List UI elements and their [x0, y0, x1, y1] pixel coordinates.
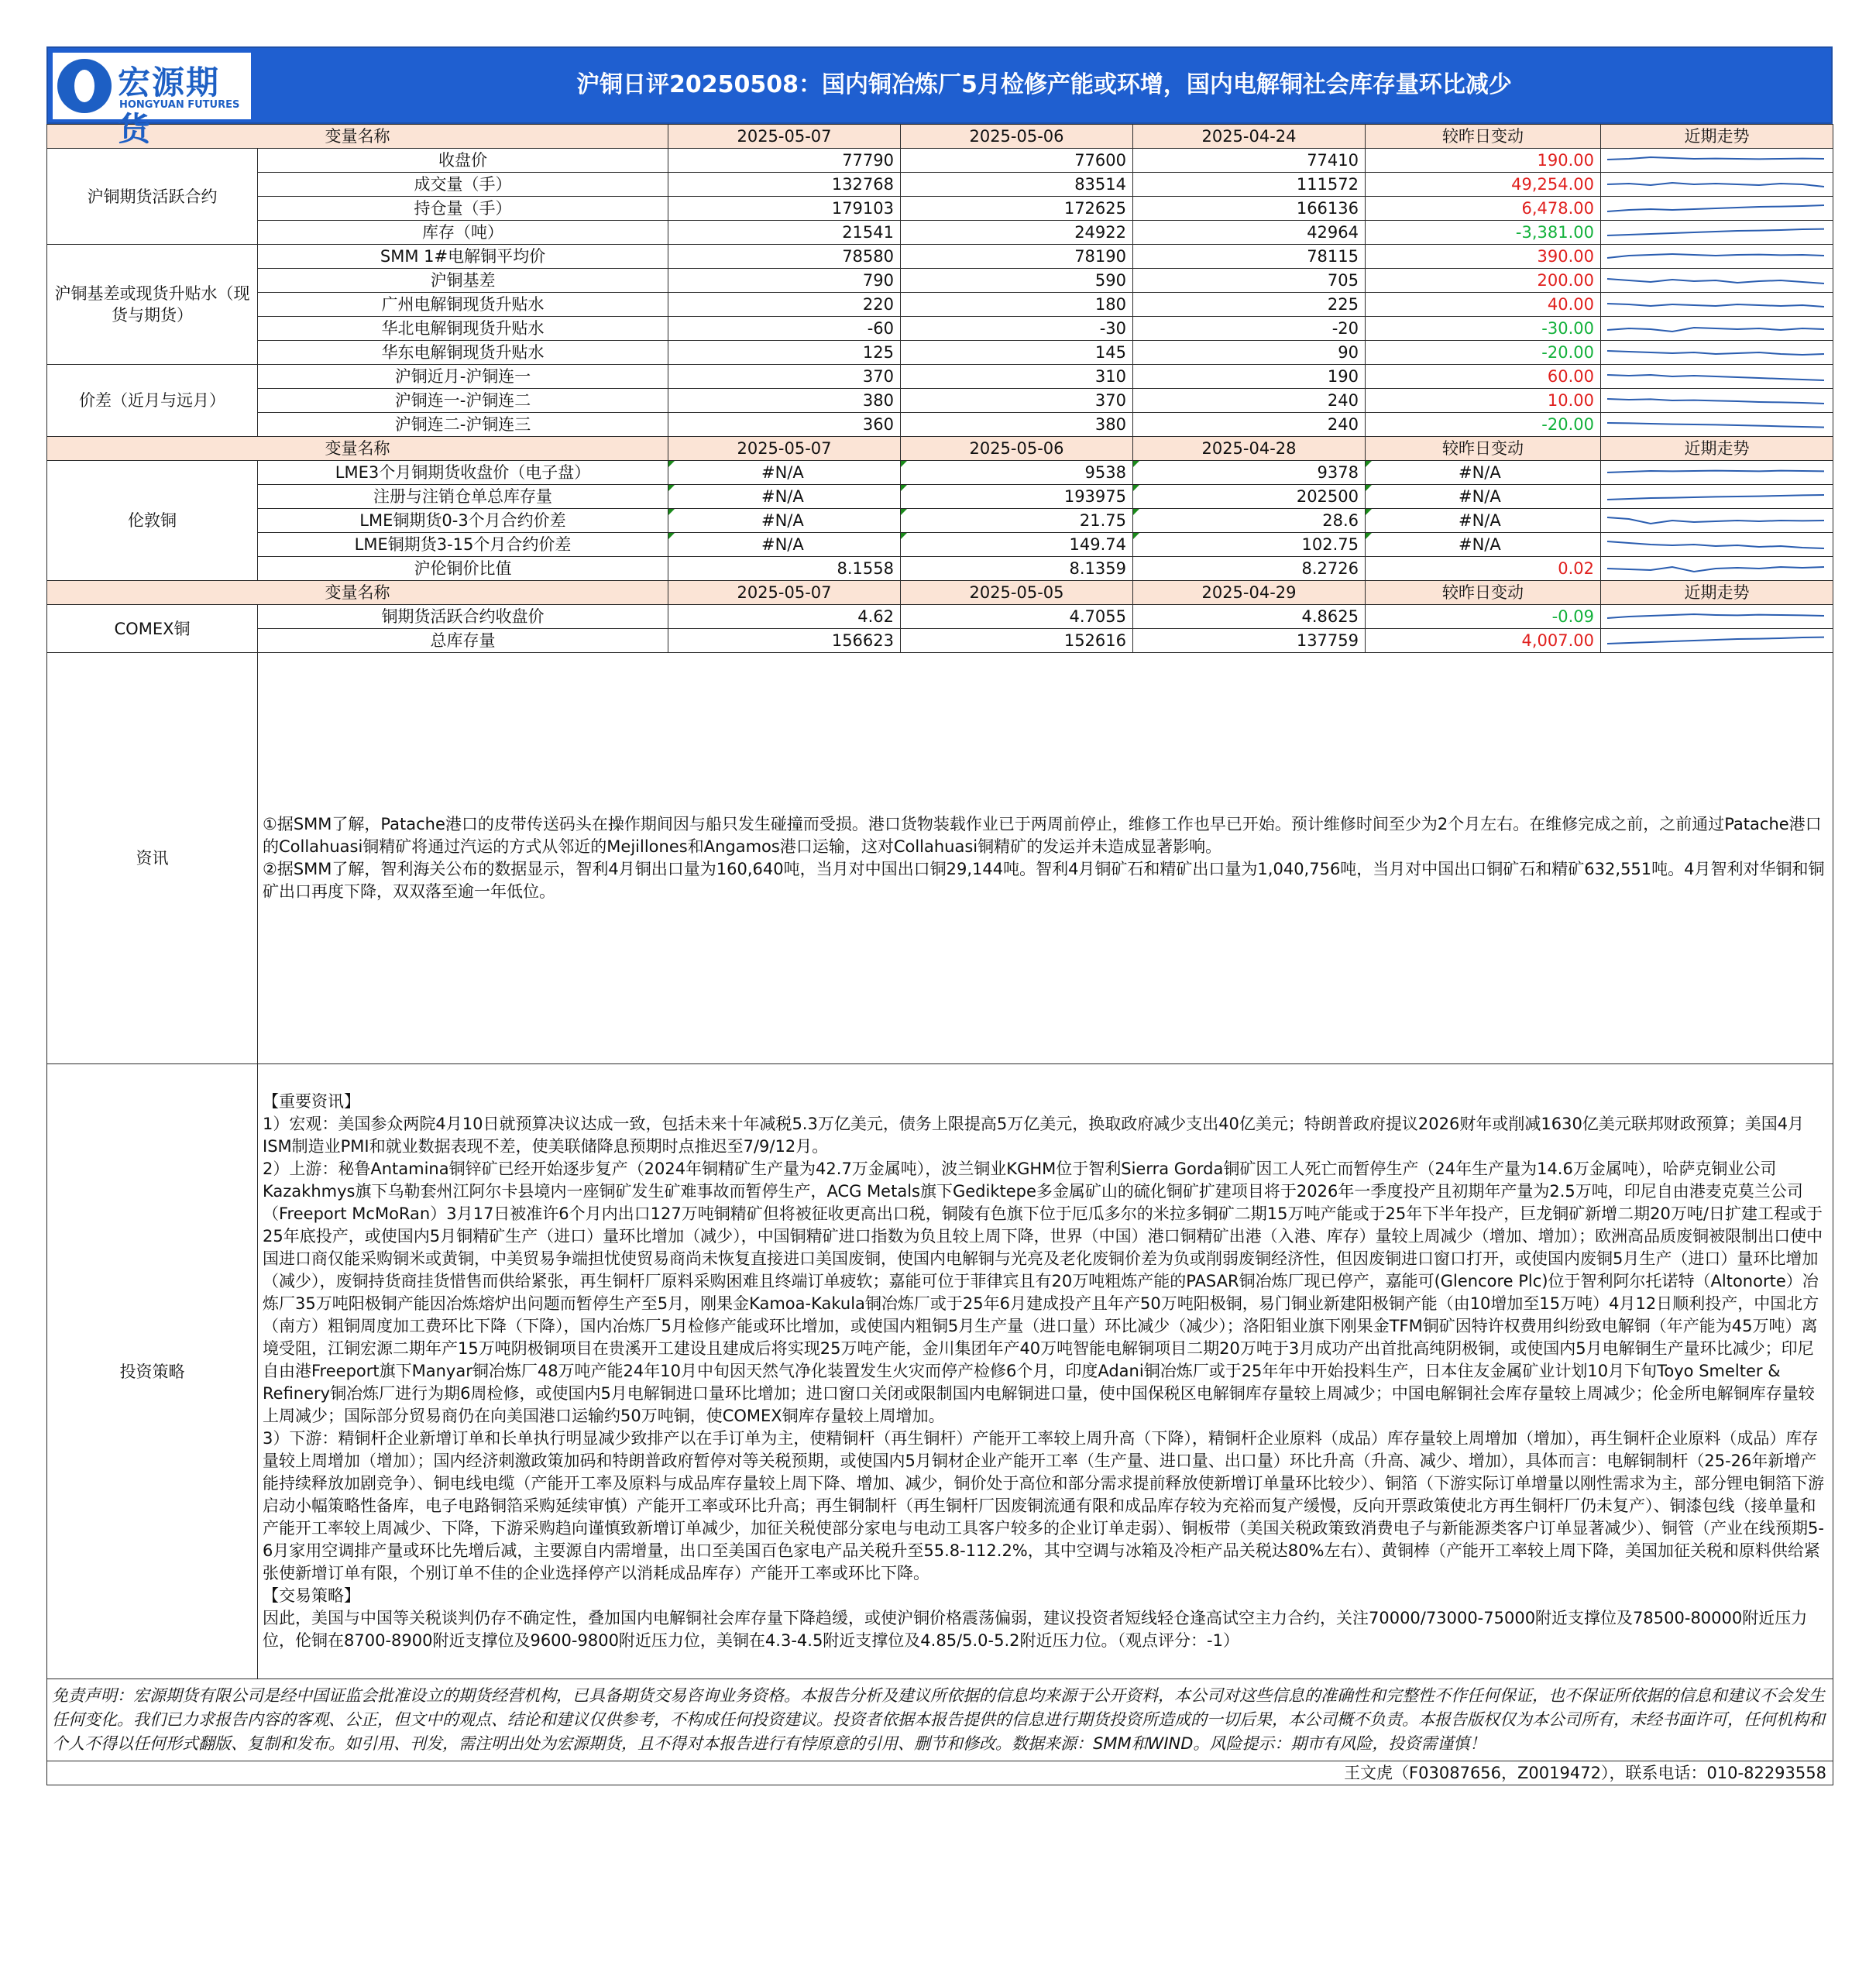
sparkline-path [1607, 279, 1824, 283]
row-trend [1601, 269, 1833, 293]
row-name: 广州电解铜现货升贴水 [258, 293, 668, 317]
row-trend [1601, 365, 1833, 389]
row-name: LME3个月铜期货收盘价（电子盘） [258, 461, 668, 485]
row-change: -3,381.00 [1366, 221, 1601, 245]
row-value-v1: 125 [668, 341, 901, 365]
row-value-v2: 152616 [901, 629, 1133, 653]
row-value-v1: 21541 [668, 221, 901, 245]
row-trend [1601, 245, 1833, 269]
disclaimer-row [47, 1679, 1833, 1761]
sparkline-chart [1604, 607, 1827, 626]
row-value-v3: 705 [1133, 269, 1366, 293]
row-value-v2: 9538 [901, 461, 1133, 485]
group-label: 沪铜基差或现货升贴水（现货与期货） [47, 245, 258, 365]
row-change: -20.00 [1366, 341, 1601, 365]
news-label: 资讯 [47, 653, 258, 1064]
row-value-v1: 156623 [668, 629, 901, 653]
sparkline-chart [1604, 511, 1827, 530]
header-trend: 近期走势 [1601, 125, 1833, 149]
table-row [47, 197, 1833, 221]
row-value-v3: 4.8625 [1133, 605, 1366, 629]
row-value-v2: 310 [901, 365, 1133, 389]
header-variable-name: 变量名称 [47, 437, 668, 461]
row-name: 注册与注销仓单总库存量 [258, 485, 668, 509]
row-value-v1: 360 [668, 413, 901, 437]
row-value-v3: 8.2726 [1133, 557, 1366, 581]
row-value-v3: 240 [1133, 413, 1366, 437]
news-item-2: ②据SMM了解，智利海关公布的数据显示，智利4月铜出口量为160,640吨，当月对中国出口铜29,144吨。智利4月铜矿石和精矿出口量为1,040,756吨，当月对中国出口铜矿石和精矿632,551吨。4月智利对华铜和铜矿出口再度下降，双双落至逾一年低位。 [263, 860, 1825, 901]
row-value-v2: 21.75 [901, 509, 1133, 533]
table-row [47, 461, 1833, 485]
row-change: -0.09 [1366, 605, 1601, 629]
sparkline-path [1607, 304, 1824, 307]
sparkline-path [1607, 541, 1824, 548]
row-value-v2: 4.7055 [901, 605, 1133, 629]
row-value-v2: 180 [901, 293, 1133, 317]
header-d2: 2025-05-06 [901, 437, 1133, 461]
sparkline-chart [1604, 391, 1827, 410]
row-value-v1: 132768 [668, 173, 901, 197]
row-value-v3: 42964 [1133, 221, 1366, 245]
row-value-v2: 8.1359 [901, 557, 1133, 581]
sparkline-chart [1604, 295, 1827, 314]
sparkline-chart [1604, 367, 1827, 386]
row-change: 40.00 [1366, 293, 1601, 317]
header-d2: 2025-05-05 [901, 581, 1133, 605]
row-value-v3: 166136 [1133, 197, 1366, 221]
row-value-v1: 77790 [668, 149, 901, 173]
row-name: 沪铜近月-沪铜连一 [258, 365, 668, 389]
row-value-v1: 8.1558 [668, 557, 901, 581]
row-name: LME铜期货0-3个月合约价差 [258, 509, 668, 533]
logo-mark-icon [57, 59, 112, 113]
row-change: -20.00 [1366, 413, 1601, 437]
row-value-v2: 78190 [901, 245, 1133, 269]
sparkline-path [1607, 351, 1824, 355]
row-change: 0.02 [1366, 557, 1601, 581]
row-change: #N/A [1366, 533, 1601, 557]
row-value-v1: #N/A [668, 509, 901, 533]
row-trend [1601, 221, 1833, 245]
strategy-label: 投资策略 [47, 1064, 258, 1679]
sparkline-chart [1604, 343, 1827, 362]
table-row [47, 389, 1833, 413]
analyst-signature: 王文虎（F03087656，Z0019472），联系电话：010-82293558 [47, 1761, 1833, 1785]
row-value-v1: #N/A [668, 461, 901, 485]
sparkline-chart [1604, 535, 1827, 554]
row-name: 沪铜连二-沪铜连三 [258, 413, 668, 437]
row-name: 收盘价 [258, 149, 668, 173]
row-value-v2: 193975 [901, 485, 1133, 509]
row-value-v1: 220 [668, 293, 901, 317]
header-chg: 较昨日变动 [1366, 581, 1601, 605]
sparkline-path [1607, 471, 1824, 472]
row-name: 持仓量（手） [258, 197, 668, 221]
sparkline-path [1607, 423, 1824, 428]
row-trend [1601, 485, 1833, 509]
row-change: -30.00 [1366, 317, 1601, 341]
header-variable-name: 变量名称 [47, 581, 668, 605]
report-sheet [46, 46, 1833, 1785]
table-row [47, 509, 1833, 533]
sparkline-chart [1604, 415, 1827, 434]
table-row [47, 365, 1833, 389]
row-value-v1: 790 [668, 269, 901, 293]
row-change: #N/A [1366, 485, 1601, 509]
data-table [46, 124, 1833, 1785]
sparkline-path [1607, 254, 1824, 258]
strategy-downstream: 3）下游：精铜杆企业新增订单和长单执行明显减少致排产以在手订单为主，使精铜杆（再生铜杆）产能开工率较上周升高（下降），精铜杆企业原料（成品）库存量较上周增加（增加），再生铜杆企业原料（成品）库存量较上周增加（增加）；国内经济刺激政策加码和特朗普政府暂停对等关税预期，或使国内5月铜材企业产能开工率（生产量、进口量、出口量）环比升高（升高、减少、增加），具体而言：电解铜制杆（25-26年新增产能持续释放加剧竞争）、铜电线电缆（产能开工率及原料与成品库存量较上周下降、增加、减少，铜价处于高位和部分需求提前释放使新增订单量环比较少）、铜箔（下游实际订单增量以刚性需求为主，部分锂电铜箔下游启动小幅策略性备库，电子电路铜箔采购延续审慎）产能开工率或环比升高；再生铜制杆（再生铜杆厂因废铜流通有限和成品库存较为充裕而复产缓慢，反向开票政策使北方再生铜杆厂仍未复产）、铜漆包线（接单量和产能开工率较上周减少、下降，下游采购趋向谨慎致新增订单减少，加征关税使部分家电与电动工具客户较多的企业订单走弱）、铜板带（美国关税政策致消费电子与新能源类客户订单显著减少）、铜管（产业在线预期5-6月家用空调排产量或环比先增后减，主要源自内需增量，出口至美国百色家电产品关税升至55.8-112.2%，其中空调与冰箱及冷柜产品关税达80%左右）、黄铜棒（产能开工率较上周下降，美国加征关税和原料供给紧张使新增订单有限，个别订单不佳的企业选择停产以消耗成品库存）产能开工率或环比下降。 [263, 1429, 1824, 1582]
table-row [47, 485, 1833, 509]
table-row [47, 341, 1833, 365]
header-chg: 较昨日变动 [1366, 437, 1601, 461]
sparkline-path [1607, 495, 1824, 500]
table-row [47, 533, 1833, 557]
sparkline-chart [1604, 487, 1827, 506]
company-logo [53, 53, 251, 148]
row-value-v3: 190 [1133, 365, 1366, 389]
row-value-v2: 590 [901, 269, 1133, 293]
header-d3: 2025-04-24 [1133, 125, 1366, 149]
sparkline-path [1607, 637, 1824, 644]
sparkline-chart [1604, 463, 1827, 482]
row-value-v3: 111572 [1133, 173, 1366, 197]
sparkline-chart [1604, 223, 1827, 242]
header-d1: 2025-05-07 [668, 125, 901, 149]
row-trend [1601, 629, 1833, 653]
row-name: 沪铜连一-沪铜连二 [258, 389, 668, 413]
row-value-v1: #N/A [668, 485, 901, 509]
logo-en-text: HONGYUAN FUTURES [119, 99, 240, 111]
row-name: SMM 1#电解铜平均价 [258, 245, 668, 269]
sparkline-path [1607, 328, 1824, 332]
news-item-1: ①据SMM了解，Patache港口的皮带传送码头在操作期间因与船只发生碰撞而受损。港口货物装载作业已于两周前停止，维修工作也早已开始。预计维修时间至少为2个月左右。在维修完成之前，之前通过Patache港口的Collahuasi铜精矿将通过汽运的方式从邻近的Mejillones和Angamos港口运输，这对Collahuasi铜精矿的发运并未造成显著影响。 [263, 815, 1822, 856]
row-name: 铜期货活跃合约收盘价 [258, 605, 668, 629]
group-label: COMEX铜 [47, 605, 258, 653]
header-d3: 2025-04-28 [1133, 437, 1366, 461]
strategy-macro: 1）宏观：美国参众两院4月10日就预算决议达成一致，包括未来十年减税5.3万亿美元，债务上限提高5万亿美元，换取政府减少支出40亿美元；特朗普政府提议2026财年或削减1630亿美元联邦财政预算；美国4月ISM制造业PMI和就业数据表现不差，使美联储降息预期时点推迟至7/9/12月。 [263, 1115, 1805, 1156]
row-value-v1: 78580 [668, 245, 901, 269]
row-value-v3: 240 [1133, 389, 1366, 413]
sparkline-path [1607, 157, 1824, 160]
group-label: 伦敦铜 [47, 461, 258, 581]
row-value-v3: 225 [1133, 293, 1366, 317]
row-trend [1601, 173, 1833, 197]
row-value-v3: 137759 [1133, 629, 1366, 653]
row-change: 49,254.00 [1366, 173, 1601, 197]
row-trend [1601, 197, 1833, 221]
row-value-v2: 77600 [901, 149, 1133, 173]
row-value-v3: 9378 [1133, 461, 1366, 485]
header-d1: 2025-05-07 [668, 581, 901, 605]
row-value-v1: 370 [668, 365, 901, 389]
row-value-v2: 380 [901, 413, 1133, 437]
row-value-v2: -30 [901, 317, 1133, 341]
table-row [47, 245, 1833, 269]
row-trend [1601, 317, 1833, 341]
news-content [258, 653, 1833, 1064]
row-value-v2: 24922 [901, 221, 1133, 245]
news-row [47, 653, 1833, 1064]
strategy-upstream: 2）上游：秘鲁Antamina铜锌矿已经开始逐步复产（2024年铜精矿生产量为42.7万金属吨），波兰铜业KGHM位于智利Sierra Gorda铜矿因工人死亡而暂停生产（24年生产量为14.6万金属吨），哈萨克铜业公司Kazakhmys旗下乌勒套州江阿尔卡县境内一座铜矿发生矿难事故而暂停生产，ACG Metals旗下Gediktepe多金属矿山的硫化铜矿扩建项目将于2026年一季度投产且初期年产量为2.5万吨，印尼自由港麦克莫兰公司（Freeport McMoRan）3月17日被准许6个月内出口127万吨铜精矿但将被征收更高出口税，铜陵有色旗下位于厄瓜多尔的米拉多铜矿二期15万吨产能或于25年下半年投产，巨龙铜矿新增二期20万吨/日扩建工程或于25年底投产，或使国内5月铜精矿生产（进口）量环比增加（减少），中国铜精矿进口指数为负且较上周下降，世界（中国）港口铜精矿出港（入港、库存）量较上周减少（增加、增加）；欧洲高品质废铜被限制出口使中国进口商仅能采购铜米或黄铜，中美贸易争端担忧使贸易商尚未恢复直接进口美国废铜，使国内电解铜与光亮及老化废铜价差为负或削弱废铜经济性，但因废铜进口窗口打开，或使国内废铜5月生产（进口）量环比增加（减少），废铜持货商挂货惜售而供给紧张，再生铜杆厂原料采购困难且终端订单疲软；嘉能可位于菲律宾且有20万吨粗炼产能的PASAR铜冶炼厂现已停产，嘉能可(Glencore Plc)位于智利阿尔托诺特（Altonorte）冶炼厂35万吨阳极铜产能因冶炼熔炉出问题而暂停生产至5月，刚果金Kamoa-Kakula铜冶炼厂或于25年6月建成投产且年产50万吨阳极铜，易门铜业新建阳极铜产能（由10增加至15万吨）4月12日顺利投产，中国北方（南方）粗铜周度加工费环比下降（下降），国内冶炼厂5月检修产能或环比增加，或使国内粗铜5月生产量（进口量）环比减少（减少）；洛阳钼业旗下刚果金TFM铜矿因特许权费用纠纷致电解铜（年产能为45万吨）离境受阻，江铜宏源二期年产15万吨阴极铜项目在贵溪开工建设且建成后将实现25万吨产能，金川集团年产40万吨智能电解铜项目二期20万吨于3月成功产出首批高纯阴极铜，或使国内5月电解铜生产量环比减少；印尼自由港Freeport旗下Manyar铜冶炼厂48万吨产能24年10月中旬因天然气净化装置发生火灾而停产检修6个月，印度Adani铜冶炼厂或于25年年中开始投料生产，日本住友金属矿业计划10月下旬Toyo Smelter & Refinery铜冶炼厂进行为期6周检修，或使国内5月电解铜进口量环比增加；进口窗口关闭或限制国内电解铜进口量，使中国保税区电解铜库存量较上周减少；中国电解铜社会库存量较上周减少；伦金所电解铜库存量较上周减少；国际部分贸易商仍在向美国港口运输约50万吨铜，使COMEX铜库存量较上周增加。 [263, 1160, 1823, 1425]
row-change: 390.00 [1366, 245, 1601, 269]
strategy-trade: 因此，美国与中国等关税谈判仍存不确定性，叠加国内电解铜社会库存量下降趋缓，或使沪铜价格震荡偏弱，建议投资者短线轻仓逢高试空主力合约，关注70000/73000-75000附近支撑位及78500-80000附近压力位，伦铜在8700-8900附近支撑位及9600-9800附近压力位，美铜在4.3-4.5附近支撑位及4.85/5.0-5.2附近压力位。（观点评分：-1） [263, 1609, 1808, 1650]
row-trend [1601, 413, 1833, 437]
row-change: #N/A [1366, 509, 1601, 533]
strategy-row [47, 1064, 1833, 1679]
strategy-h1: 【重要资讯】 [263, 1092, 360, 1111]
row-trend [1601, 509, 1833, 533]
row-value-v3: 77410 [1133, 149, 1366, 173]
table-row [47, 557, 1833, 581]
header-chg: 较昨日变动 [1366, 125, 1601, 149]
header-row [47, 125, 1833, 149]
sparkline-path [1607, 517, 1824, 524]
row-name: 总库存量 [258, 629, 668, 653]
row-change: 6,478.00 [1366, 197, 1601, 221]
table-row [47, 629, 1833, 653]
row-name: 华北电解铜现货升贴水 [258, 317, 668, 341]
sparkline-chart [1604, 151, 1827, 170]
sparkline-chart [1604, 559, 1827, 578]
row-change: 190.00 [1366, 149, 1601, 173]
row-value-v3: 78115 [1133, 245, 1366, 269]
group-label: 沪铜期货活跃合约 [47, 149, 258, 245]
sparkline-path [1607, 229, 1824, 235]
row-value-v1: -60 [668, 317, 901, 341]
row-value-v2: 149.74 [901, 533, 1133, 557]
row-change: #N/A [1366, 461, 1601, 485]
sparkline-chart [1604, 175, 1827, 194]
table-row [47, 269, 1833, 293]
sparkline-path [1607, 205, 1824, 211]
sparkline-chart [1604, 271, 1827, 290]
report-title: 沪铜日评20250508：国内铜冶炼厂5月检修产能或环增，国内电解铜社会库存量环比减少 [576, 71, 1512, 98]
row-value-v1: 4.62 [668, 605, 901, 629]
table-row [47, 317, 1833, 341]
sparkline-chart [1604, 199, 1827, 218]
disclaimer-text: 免责声明：宏源期货有限公司是经中国证监会批准设立的期货经营机构，已具备期货交易咨询业务资格。本报告分析及建议所依据的信息均来源于公开资料，本公司对这些信息的准确性和完整性不作任何保证，也不保证所依据的信息和建议不会发生任何变化。我们已力求报告内容的客观、公正，但文中的观点、结论和建议仅供参考，不构成任何投资建议。投资者依据本报告提供的信息进行期货投资所造成的一切后果，本公司概不负责。本报告版权仅为本公司所有，未经书面许可，任何机构和个人不得以任何形式翻版、复制和发布。如引用、刊发，需注明出处为宏源期货，且不得对本报告进行有悖原意的引用、删节和修改。数据来源：SMM和WIND。风险提示：期市有风险，投资需谨慎！ [47, 1679, 1833, 1761]
header-trend: 近期走势 [1601, 437, 1833, 461]
row-name: 华东电解铜现货升贴水 [258, 341, 668, 365]
row-change: 4,007.00 [1366, 629, 1601, 653]
signature-row [47, 1761, 1833, 1785]
header-d1: 2025-05-07 [668, 437, 901, 461]
sparkline-path [1607, 183, 1824, 187]
row-value-v1: 380 [668, 389, 901, 413]
row-value-v1: #N/A [668, 533, 901, 557]
row-trend [1601, 605, 1833, 629]
row-value-v3: 102.75 [1133, 533, 1366, 557]
header-trend: 近期走势 [1601, 581, 1833, 605]
row-value-v3: 202500 [1133, 485, 1366, 509]
row-trend [1601, 389, 1833, 413]
table-row [47, 293, 1833, 317]
sparkline-path [1607, 567, 1824, 572]
sparkline-chart [1604, 631, 1827, 650]
row-name: 沪伦铜价比值 [258, 557, 668, 581]
row-trend [1601, 341, 1833, 365]
row-trend [1601, 533, 1833, 557]
row-value-v3: 90 [1133, 341, 1366, 365]
sparkline-path [1607, 399, 1824, 404]
header-row [47, 437, 1833, 461]
row-change: 60.00 [1366, 365, 1601, 389]
row-trend [1601, 557, 1833, 581]
row-change: 10.00 [1366, 389, 1601, 413]
row-name: LME铜期货3-15个月合约价差 [258, 533, 668, 557]
strategy-h2: 【交易策略】 [263, 1586, 360, 1605]
table-row [47, 605, 1833, 629]
row-value-v2: 83514 [901, 173, 1133, 197]
row-name: 成交量（手） [258, 173, 668, 197]
header-d3: 2025-04-29 [1133, 581, 1366, 605]
row-trend [1601, 461, 1833, 485]
row-trend [1601, 149, 1833, 173]
row-value-v3: 28.6 [1133, 509, 1366, 533]
sparkline-path [1607, 375, 1824, 380]
row-name: 库存（吨） [258, 221, 668, 245]
row-change: 200.00 [1366, 269, 1601, 293]
table-row [47, 149, 1833, 173]
sparkline-chart [1604, 319, 1827, 338]
sparkline-path [1607, 614, 1824, 618]
row-value-v1: 179103 [668, 197, 901, 221]
strategy-content [258, 1064, 1833, 1679]
row-name: 沪铜基差 [258, 269, 668, 293]
table-row [47, 413, 1833, 437]
table-row [47, 173, 1833, 197]
sparkline-chart [1604, 247, 1827, 266]
row-value-v3: -20 [1133, 317, 1366, 341]
table-row [47, 221, 1833, 245]
header-variable-name: 变量名称 [47, 125, 668, 149]
header-d2: 2025-05-06 [901, 125, 1133, 149]
row-value-v2: 172625 [901, 197, 1133, 221]
header-row [47, 581, 1833, 605]
row-trend [1601, 293, 1833, 317]
group-label: 价差（近月与远月） [47, 365, 258, 437]
logo-cn-text: 宏源期货 [118, 64, 221, 148]
row-value-v2: 370 [901, 389, 1133, 413]
row-value-v2: 145 [901, 341, 1133, 365]
